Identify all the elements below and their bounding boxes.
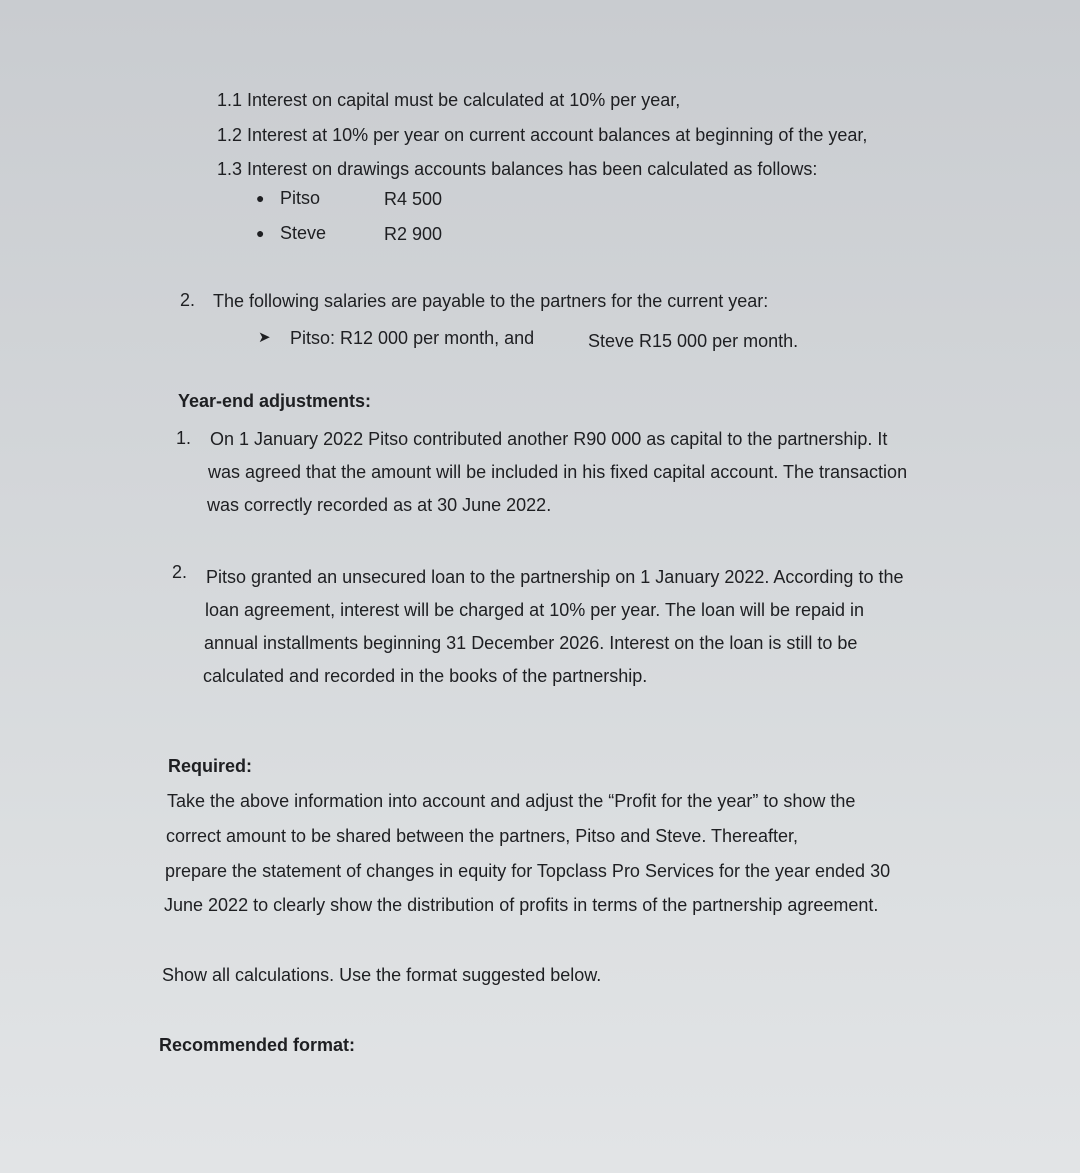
adjustment-1-line-3: was correctly recorded as at 30 June 2022. [207, 495, 552, 515]
required-heading: Required: [168, 756, 253, 776]
adjustments-heading: Year-end adjustments: [178, 391, 372, 411]
salary-steve: Steve R15 000 per month. [588, 331, 799, 351]
salary-pitso: Pitso: R12 000 per month, and [290, 328, 535, 348]
adjustment-1-line-1: On 1 January 2022 Pitso contributed another R90 000 as capital to the partnership. It [210, 429, 888, 449]
adjustment-2-number: 2. [172, 562, 188, 582]
recommended-format-heading: Recommended format: [159, 1035, 356, 1055]
rule-1-1: 1.1 Interest on capital must be calculated at 10% per year, [217, 90, 681, 110]
adjustment-2-line-2: loan agreement, interest will be charged at 10% per year. The loan will be repaid in [205, 600, 865, 620]
bullet-icon: ● [256, 190, 265, 206]
required-line-3: prepare the statement of changes in equity for Topclass Pro Services for the year ended 30 [165, 861, 891, 881]
drawings-amount-pitso: R4 500 [384, 189, 443, 209]
salaries-number: 2. [180, 290, 196, 310]
rule-1-2: 1.2 Interest at 10% per year on current account balances at beginning of the year, [217, 125, 868, 145]
bullet-icon: ● [256, 225, 265, 241]
adjustment-2-line-3: annual installments beginning 31 December 2026. Interest on the loan is still to be [204, 633, 858, 653]
arrow-bullet-icon: ➤ [258, 329, 271, 346]
drawings-amount-steve: R2 900 [384, 224, 443, 244]
adjustment-1-line-2: was agreed that the amount will be included in his fixed capital account. The transaction [208, 462, 908, 482]
required-line-2: correct amount to be shared between the partners, Pitso and Steve. Thereafter, [166, 826, 799, 846]
drawings-name-pitso: Pitso [280, 188, 321, 208]
rule-1-3: 1.3 Interest on drawings accounts balances has been calculated as follows: [217, 159, 818, 179]
adjustment-1-number: 1. [176, 428, 192, 448]
calculations-instruction: Show all calculations. Use the format suggested below. [162, 965, 602, 985]
salaries-text: The following salaries are payable to the partners for the current year: [213, 291, 769, 311]
required-line-1: Take the above information into account and adjust the “Profit for the year” to show the [167, 791, 856, 811]
required-line-4: June 2022 to clearly show the distribution of profits in terms of the partnership agreement. [164, 895, 879, 915]
drawings-name-steve: Steve [280, 223, 327, 243]
adjustment-2-line-1: Pitso granted an unsecured loan to the partnership on 1 January 2022. According to the [206, 567, 904, 587]
adjustment-2-line-4: calculated and recorded in the books of the partnership. [203, 666, 648, 686]
